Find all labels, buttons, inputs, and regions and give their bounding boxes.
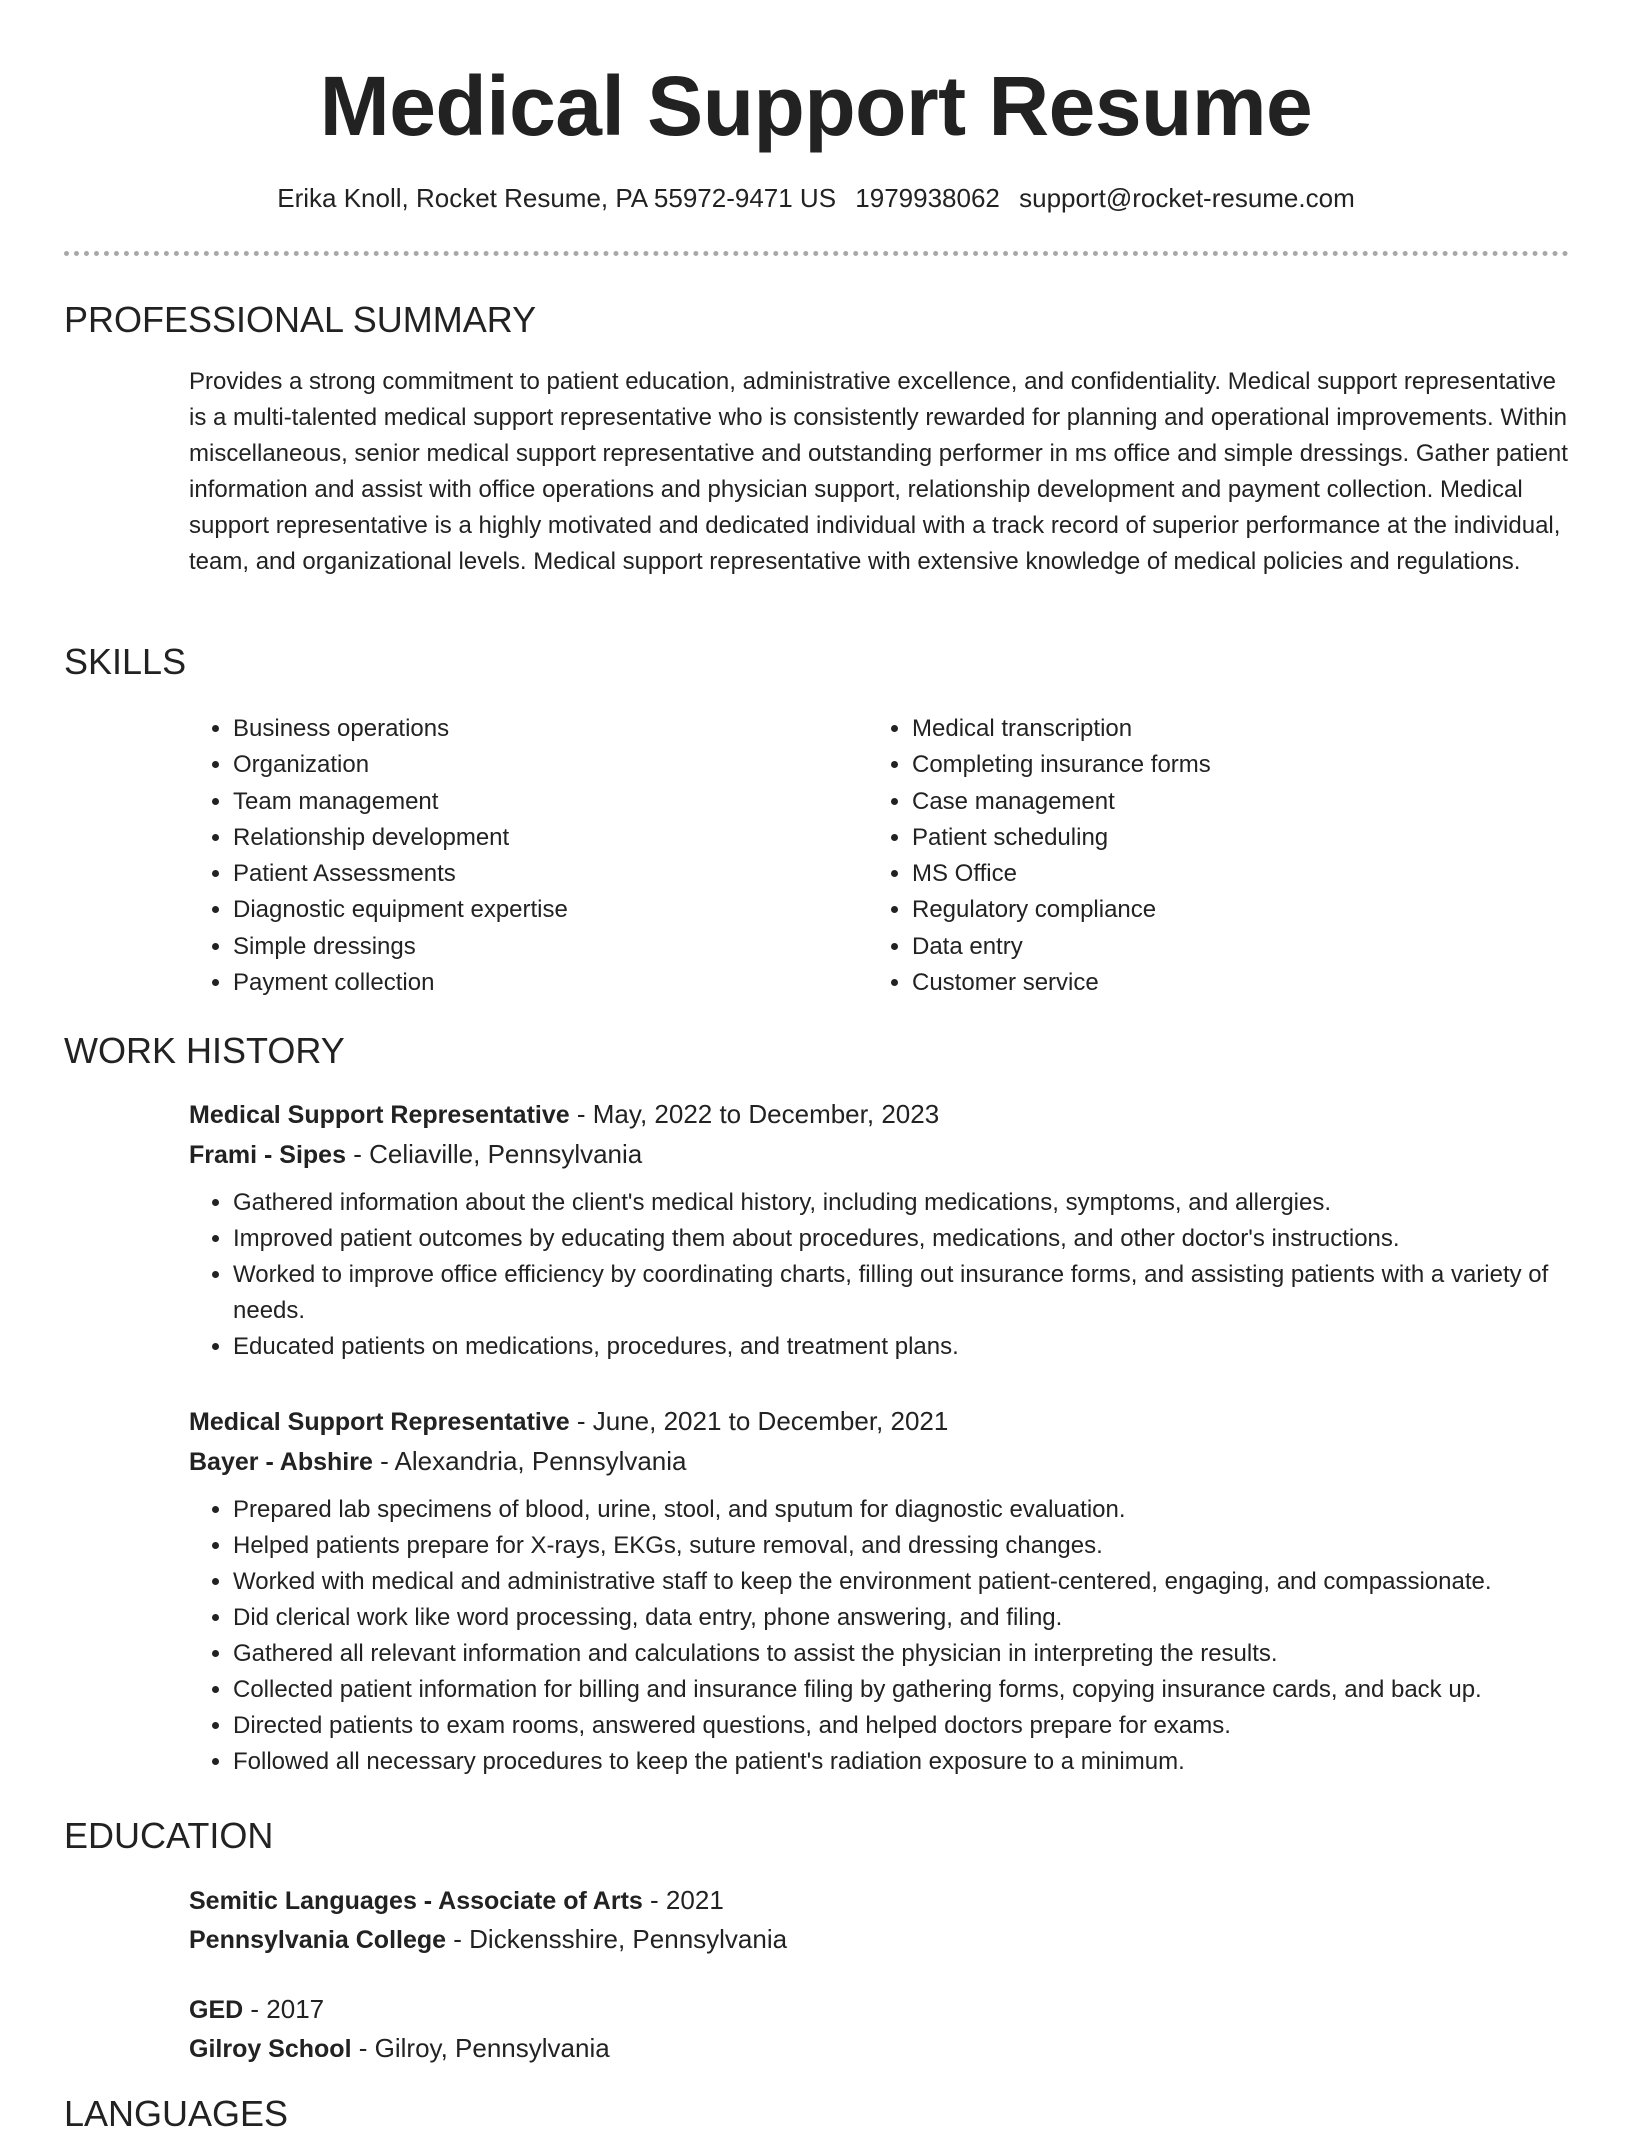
skills-list-right xyxy=(868,711,1512,1001)
job-company: Frami - Sipes xyxy=(189,1141,346,1169)
skills-list-left xyxy=(189,711,833,1001)
job-location: - Alexandria, Pennsylvania xyxy=(372,1446,687,1476)
job-company-line xyxy=(189,1442,1579,1482)
skill-item: • Business operations xyxy=(233,711,833,747)
job-bullets xyxy=(189,1185,1579,1365)
job-bullet: • Worked to improve office efficiency by coordinating charts, filling out insurance forms, and assisting patients with a variety of needs. xyxy=(233,1257,1579,1329)
section-heading-skills: SKILLS xyxy=(64,641,187,682)
job-location: - Celiaville, Pennsylvania xyxy=(346,1139,643,1169)
job-title: Medical Support Representative xyxy=(189,1101,570,1129)
section-heading-languages: LANGUAGES xyxy=(64,2093,289,2134)
job-entry xyxy=(189,1095,1579,1365)
section-heading-work: WORK HISTORY xyxy=(64,1030,345,1071)
resume-title: Medical Support Resume xyxy=(319,59,1313,153)
job-company-line xyxy=(189,1135,1579,1175)
summary-text: Provides a strong commitment to patient education, administrative excellence, and confidentiality. Medical support representative is a multi-talented medical support representative who is consistently rewarded for planning and operational improvements. Within miscellaneous, senior medical support representative and outstanding performer in ms office and simple dressings. Gather patient information and assist with office operations and physician support, relationship development and payment collection. Medical support representative is a highly motivated and dedicated individual with a track record of superior performance at the individual, team, and organizational levels. Medical support representative with extensive knowledge of medical policies and regulations. xyxy=(189,368,1568,575)
education-school: Gilroy School xyxy=(189,2035,352,2063)
skill-item: • Simple dressings xyxy=(233,929,833,965)
education-location: - Dickensshire, Pennsylvania xyxy=(446,1924,788,1954)
job-bullets xyxy=(189,1492,1579,1780)
skill-item: • Diagnostic equipment expertise xyxy=(233,892,833,928)
job-company: Bayer - Abshire xyxy=(189,1448,373,1476)
education-year: - 2021 xyxy=(642,1885,724,1915)
job-bullet: • Educated patients on medications, procedures, and treatment plans. xyxy=(233,1329,1579,1365)
job-bullet: • Directed patients to exam rooms, answered questions, and helped doctors prepare for exams. xyxy=(233,1708,1579,1744)
dotted-divider xyxy=(64,251,1569,256)
skill-item: • Customer service xyxy=(912,965,1512,1001)
skill-item: • Payment collection xyxy=(233,965,833,1001)
contact-email: support@rocket-resume.com xyxy=(1019,183,1355,213)
education-degree: GED xyxy=(189,1996,244,2024)
job-bullet: • Prepared lab specimens of blood, urine, stool, and sputum for diagnostic evaluation. xyxy=(233,1492,1579,1528)
job-dates: - May, 2022 to December, 2023 xyxy=(569,1099,940,1129)
contact-address: Erika Knoll, Rocket Resume, PA 55972-9471 US xyxy=(277,183,837,213)
education-entry xyxy=(189,1881,1489,1959)
skill-item: • Team management xyxy=(233,784,833,820)
skill-item: • Relationship development xyxy=(233,820,833,856)
education-school: Pennsylvania College xyxy=(189,1926,447,1954)
skill-item: • Patient Assessments xyxy=(233,856,833,892)
job-title-line xyxy=(189,1095,1579,1135)
skill-item: • Patient scheduling xyxy=(912,820,1512,856)
job-bullet: • Improved patient outcomes by educating them about procedures, medications, and other doctor's instructions. xyxy=(233,1221,1579,1257)
job-bullet: • Followed all necessary procedures to keep the patient's radiation exposure to a minimum. xyxy=(233,1744,1579,1780)
contact-phone: 1979938062 xyxy=(855,183,1000,213)
education-degree: Semitic Languages - Associate of Arts xyxy=(189,1887,643,1915)
skill-item: • Organization xyxy=(233,747,833,783)
job-bullet: • Gathered all relevant information and calculations to assist the physician in interpreting the results. xyxy=(233,1636,1579,1672)
education-year: - 2017 xyxy=(243,1994,325,2024)
skill-item: • Regulatory compliance xyxy=(912,892,1512,928)
skill-item: • Data entry xyxy=(912,929,1512,965)
education-entry xyxy=(189,1990,1489,2068)
job-title: Medical Support Representative xyxy=(189,1408,570,1436)
job-bullet: • Helped patients prepare for X-rays, EKGs, suture removal, and dressing changes. xyxy=(233,1528,1579,1564)
job-bullet: • Did clerical work like word processing, data entry, phone answering, and filing. xyxy=(233,1600,1579,1636)
job-entry xyxy=(189,1402,1579,1780)
job-dates: - June, 2021 to December, 2021 xyxy=(569,1406,949,1436)
skill-item: • Case management xyxy=(912,784,1512,820)
skill-item: • MS Office xyxy=(912,856,1512,892)
job-bullet: • Worked with medical and administrative staff to keep the environment patient-centered, engaging, and compassionate. xyxy=(233,1564,1579,1600)
section-heading-summary: PROFESSIONAL SUMMARY xyxy=(64,299,537,340)
education-location: - Gilroy, Pennsylvania xyxy=(351,2033,610,2063)
contact-line xyxy=(0,180,1632,216)
skill-item: • Completing insurance forms xyxy=(912,747,1512,783)
skill-item: • Medical transcription xyxy=(912,711,1512,747)
job-bullet: • Gathered information about the client's medical history, including medications, symptoms, and allergies. xyxy=(233,1185,1579,1221)
section-heading-education: EDUCATION xyxy=(64,1815,274,1856)
job-title-line xyxy=(189,1402,1579,1442)
job-bullet: • Collected patient information for billing and insurance filing by gathering forms, copying insurance cards, and back up. xyxy=(233,1672,1579,1708)
